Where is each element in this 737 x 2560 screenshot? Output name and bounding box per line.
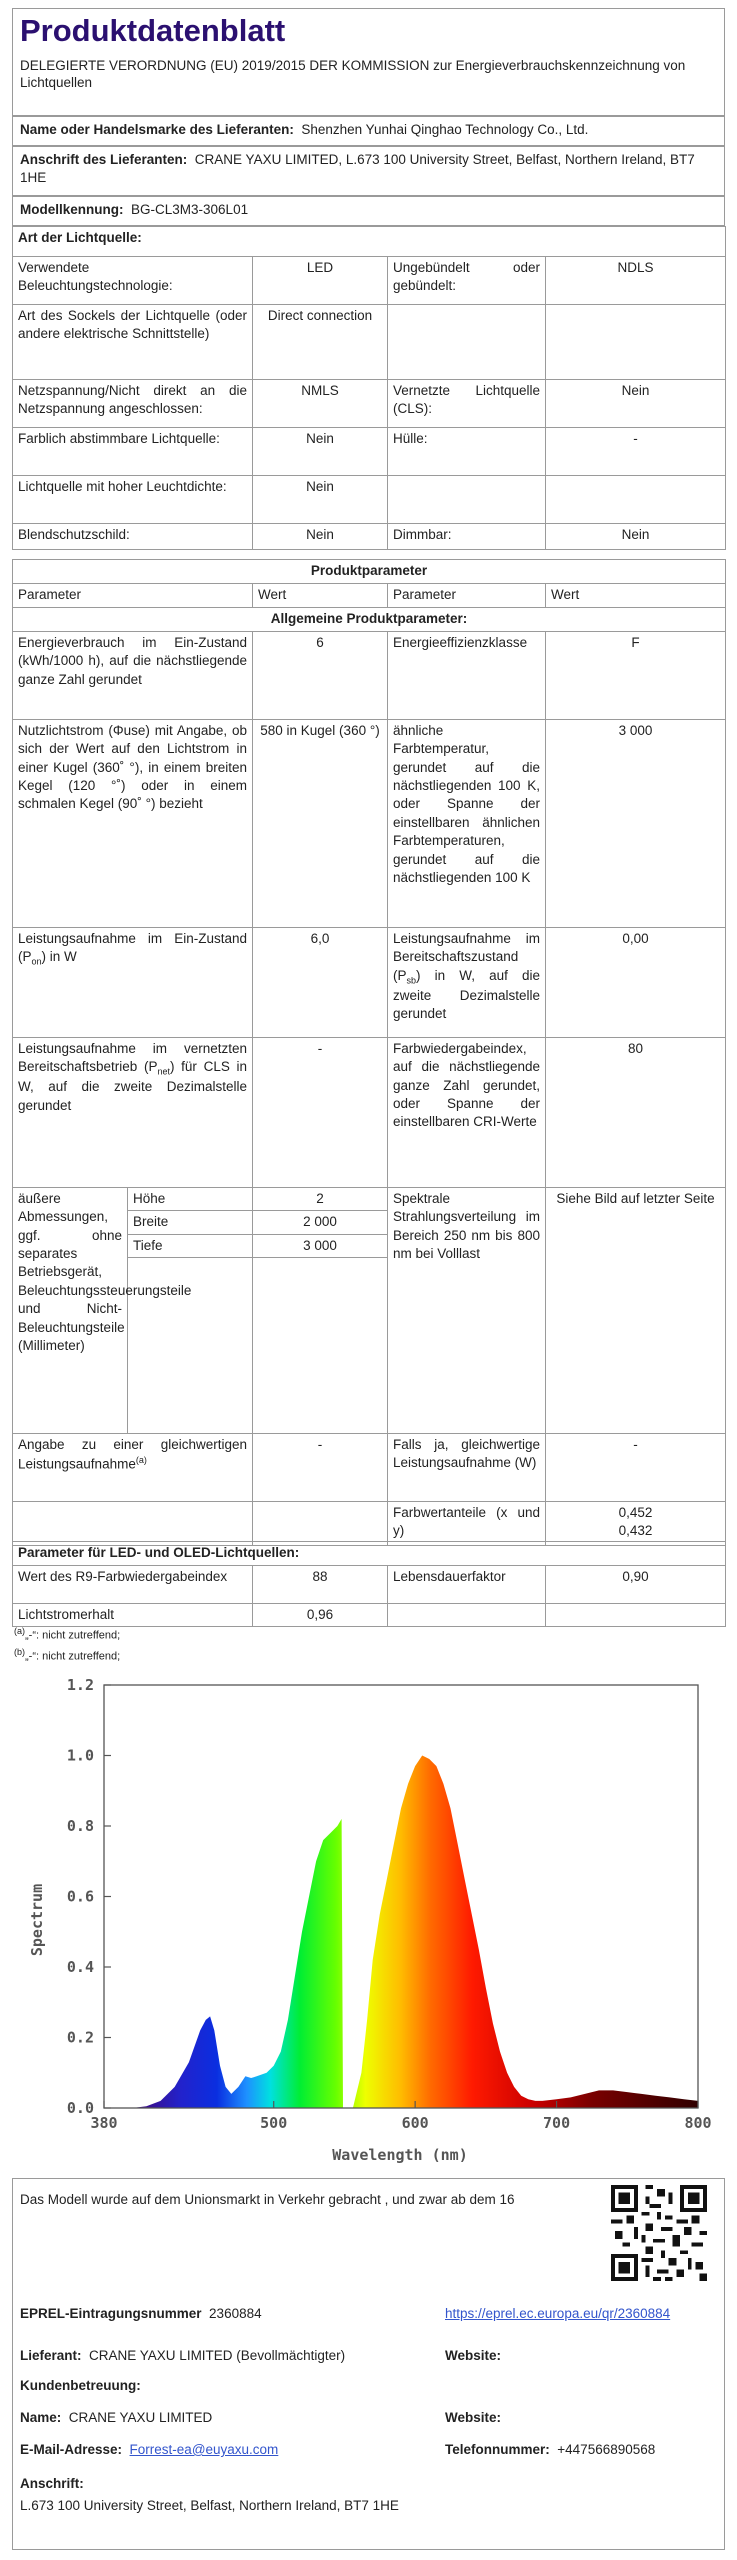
cell-empty [546,305,726,380]
supplier-row: Lieferant: CRANE YAXU LIMITED (Bevollmächtigter) [20,2348,346,2363]
qr-code-graphic [611,2185,707,2281]
cell-survival-factor-label: Lebensdauerfaktor [388,1566,546,1604]
cell-empty [388,1604,546,1627]
footnotes [14,1624,120,1667]
cell-luminous-flux-value: 580 in Kugel (360 °) [253,720,388,928]
model-value: BG-CL3M3-306L01 [131,202,249,217]
cell-survival-factor-value: 0,90 [546,1566,726,1604]
cell-technology-label: Verwendete Beleuchtungstechnologie: [13,257,253,305]
cell-high-luminance-value: Nein [253,476,388,524]
qr-code[interactable] [611,2185,707,2281]
service-name-row: Name: CRANE YAXU LIMITED [20,2410,213,2425]
spectrum-chart [0,1670,737,2170]
title-block [12,8,725,116]
led-params-heading: Parameter für LED- und OLED-Lichtquellen: [13,1542,726,1566]
cell-equiv-claim-value: - [546,1434,726,1502]
cell-empty [546,1604,726,1627]
x-tick-label: 800 [684,2114,712,2132]
page-title: Produktdatenblatt [20,13,286,48]
x-tick-label: 600 [401,2114,429,2132]
cell-width-label: Breite [128,1211,253,1234]
cell-mains-label: Netzspannung/Nicht direkt an die Netzspannung angeschlossen: [13,380,253,428]
cell-dimmable-label: Dimmbar: [388,524,546,550]
cell-cls-label: Vernetzte Lichtquelle (CLS): [388,380,546,428]
cell-depth-value: 3 000 [253,1234,388,1257]
y-tick-label: 0.8 [66,1817,94,1835]
email-link[interactable]: Forrest-ea@euyaxu.com [129,2442,279,2457]
cell-high-luminance-label: Lichtquelle mit hoher Leuchtdichte: [13,476,253,524]
cell-luminous-flux-label: Nutzlichtstrom (Φuse) mit Angabe, ob sich der Wert auf den Lichtstrom in einer Kugel (360˚ °), in einem breiten Kegel (120 °˚) oder in einem schmalen Kegel (90˚ °) bezieht [13,720,253,928]
led-parameters-table [12,1541,726,1627]
cell-height-label: Höhe [128,1188,253,1211]
supplier-name-label: Name oder Handelsmarke des Lieferanten: [20,122,294,137]
light-source-type-heading: Art der Lichtquelle: [13,227,726,257]
light-source-type-table [12,226,726,550]
product-params-heading: Produktparameter [13,560,726,584]
cell-empty [253,1502,388,1546]
cell-directional-value: NDLS [546,257,726,305]
cell-equiv-claim-label: Falls ja, gleichwertige Leistungsaufnahme (W) [388,1434,546,1502]
cell-empty [388,305,546,380]
y-tick-label: 0.4 [66,1958,94,1976]
website-label: Website: [445,2348,502,2363]
website2-label: Website: [445,2410,502,2425]
cell-spectral-label: Spektrale Strahlungsverteilung im Bereich 250 nm bis 800 nm bei Volllast [388,1188,546,1434]
cell-anti-glare-value: Nein [253,524,388,550]
address-value: L.673 100 University Street, Belfast, Northern Ireland, BT7 1HE [20,2498,399,2513]
cell-directional-label: Ungebündelt oder gebündelt: [388,257,546,305]
supplier-address-value: CRANE YAXU LIMITED, L.673 100 University Street, Belfast, Northern Ireland, BT7 1HE [20,152,695,185]
x-tick-label: 700 [543,2114,571,2132]
y-axis-label: Spectrum [28,1883,46,1957]
cell-cct-value: 3 000 [546,720,726,928]
cell-equiv-power-label: Angabe zu einer gleichwertigen Leistungsaufnahme$^{(a)}$ [13,1434,253,1502]
x-tick-label: 380 [90,2114,118,2132]
customer-service-label: Kundenbetreuung: [20,2378,141,2393]
cell-dimensions-label: äußere Abmessungen, ggf. ohne separates Betriebsgerät, Beleuchtungssteuerungsteile und Nicht-Beleuchtungsteile (Millimeter) [13,1188,128,1434]
supplier-address-row [12,146,725,196]
cell-empty [388,476,546,524]
y-tick-label: 1.0 [66,1746,94,1765]
eprel-link[interactable]: https://eprel.ec.europa.eu/qr/2360884 [445,2306,671,2321]
cell-cap-value: Direct connection [253,305,388,380]
cell-efficiency-class-label: Energieeffizienzklasse [388,632,546,720]
cell-envelope-label: Hülle: [388,428,546,476]
cell-on-power-label: Leistungsaufnahme im Ein-Zustand $(P_{on})$ in W [13,928,253,1038]
cell-cap-label: Art des Sockels der Lichtquelle (oder andere elektrische Schnittstelle) [13,305,253,380]
col-header-value: Wert [546,584,726,608]
cell-dimmable-value: Nein [546,524,726,550]
spectrum-area [132,1756,698,2109]
cell-tunable-label: Farblich abstimmbare Lichtquelle: [13,428,253,476]
cell-lumen-maintenance-value: 0,96 [253,1604,388,1627]
address-label: Anschrift: [20,2476,84,2491]
col-header-value: Wert [253,584,388,608]
cell-height-value: 2 [253,1188,388,1211]
product-parameters-table [12,559,726,1546]
col-header-param: Parameter [13,584,253,608]
cell-cct-label: ähnliche Farbtemperatur, gerundet auf die nächstliegenden 100 K, oder Spanne der einstellbaren ähnlichen Farbtemperaturen, gerundet auf die nächstliegenden 100 K [388,720,546,928]
cell-envelope-value: - [546,428,726,476]
cell-width-value: 2 000 [253,1211,388,1234]
cell-on-power-value: 6,0 [253,928,388,1038]
model-label: Modellkennung: [20,202,124,217]
supplier-name-value: Shenzhen Yunhai Qinghao Technology Co., Ltd. [301,122,589,137]
market-text: Das Modell wurde auf dem Unionsmarkt in Verkehr gebracht , und zwar ab dem 16 [20,2192,515,2207]
cell-networked-standby-value: - [253,1038,388,1188]
regulation-text: DELEGIERTE VERORDNUNG (EU) 2019/2015 DER KOMMISSION zur Energieverbrauchskennzeichnung von Lichtquellen [20,57,686,91]
x-axis-label: Wavelength (nm) [332,2146,468,2164]
supplier-name-row [12,116,725,146]
cell-cls-value: Nein [546,380,726,428]
cell-energy-consumption-value: 6 [253,632,388,720]
cell-networked-standby-label: Leistungsaufnahme im vernetzten Bereitschaftsbetrieb $(P_{net})$ für CLS in W, auf die zweite Dezimalstelle gerundet [13,1038,253,1188]
cell-standby-power-value: 0,00 [546,928,726,1038]
cell-technology-value: LED [253,257,388,305]
plot-area [67,1676,712,2132]
supplier-address-label: Anschrift des Lieferanten: [20,152,188,167]
cell-lumen-maintenance-label: Lichtstromerhalt [13,1604,253,1627]
general-params-heading: Allgemeine Produktparameter: [13,608,726,632]
email-row: E-Mail-Adresse: Forrest-ea@euyaxu.com [20,2442,279,2457]
cell-equiv-power-value: - [253,1434,388,1502]
phone-row: Telefonnummer: +447566890568 [445,2442,656,2457]
y-tick-label: 0.6 [66,1887,94,1906]
cell-mains-value: NMLS [253,380,388,428]
cell-empty [546,476,726,524]
y-tick-label: 1.2 [66,1676,94,1694]
cell-tunable-value: Nein [253,428,388,476]
cell-empty [13,1502,253,1546]
y-tick-label: 0.0 [66,2099,94,2117]
footnote-b: $^{(b)}$„-“: nicht zutreffend; [14,1647,121,1663]
footer-panel [12,2178,725,2550]
x-tick-label: 500 [260,2114,288,2132]
cell-energy-consumption-label: Energieverbrauch im Ein-Zustand (kWh/1000 h), auf die nächstliegende ganze Zahl gerundet [13,632,253,720]
y-tick-label: 0.2 [66,2028,94,2047]
cell-r9-value: 88 [253,1566,388,1604]
eprel-row: EPREL-Eintragungsnummer 2360884 [20,2306,262,2321]
cell-anti-glare-label: Blendschutzschild: [13,524,253,550]
model-row [12,196,725,226]
col-header-param: Parameter [388,584,546,608]
cell-spectral-value: Siehe Bild auf letzter Seite [546,1188,726,1434]
cell-depth-label: Tiefe [128,1234,253,1257]
cell-empty [253,1258,388,1434]
footnote-a: $^{(a)}$„-“: nicht zutreffend; [14,1626,121,1642]
cell-chromaticity-value: 0,452 0,432 [546,1502,726,1546]
cell-efficiency-class-value: F [546,632,726,720]
cell-r9-label: Wert des R9-Farbwiedergabeindex [13,1566,253,1604]
cell-cri-value: 80 [546,1038,726,1188]
cell-cri-label: Farbwiedergabeindex, auf die nächstliegende ganze Zahl gerundet, oder Spanne der einstellbaren CRI-Werte [388,1038,546,1188]
cell-standby-power-label: Leistungsaufnahme im Bereitschaftszustand $(P_{sb})$ in W, auf die zweite Dezimalstelle gerundet [388,928,546,1038]
cell-chromaticity-label: Farbwertanteile (x und y) [388,1502,546,1546]
